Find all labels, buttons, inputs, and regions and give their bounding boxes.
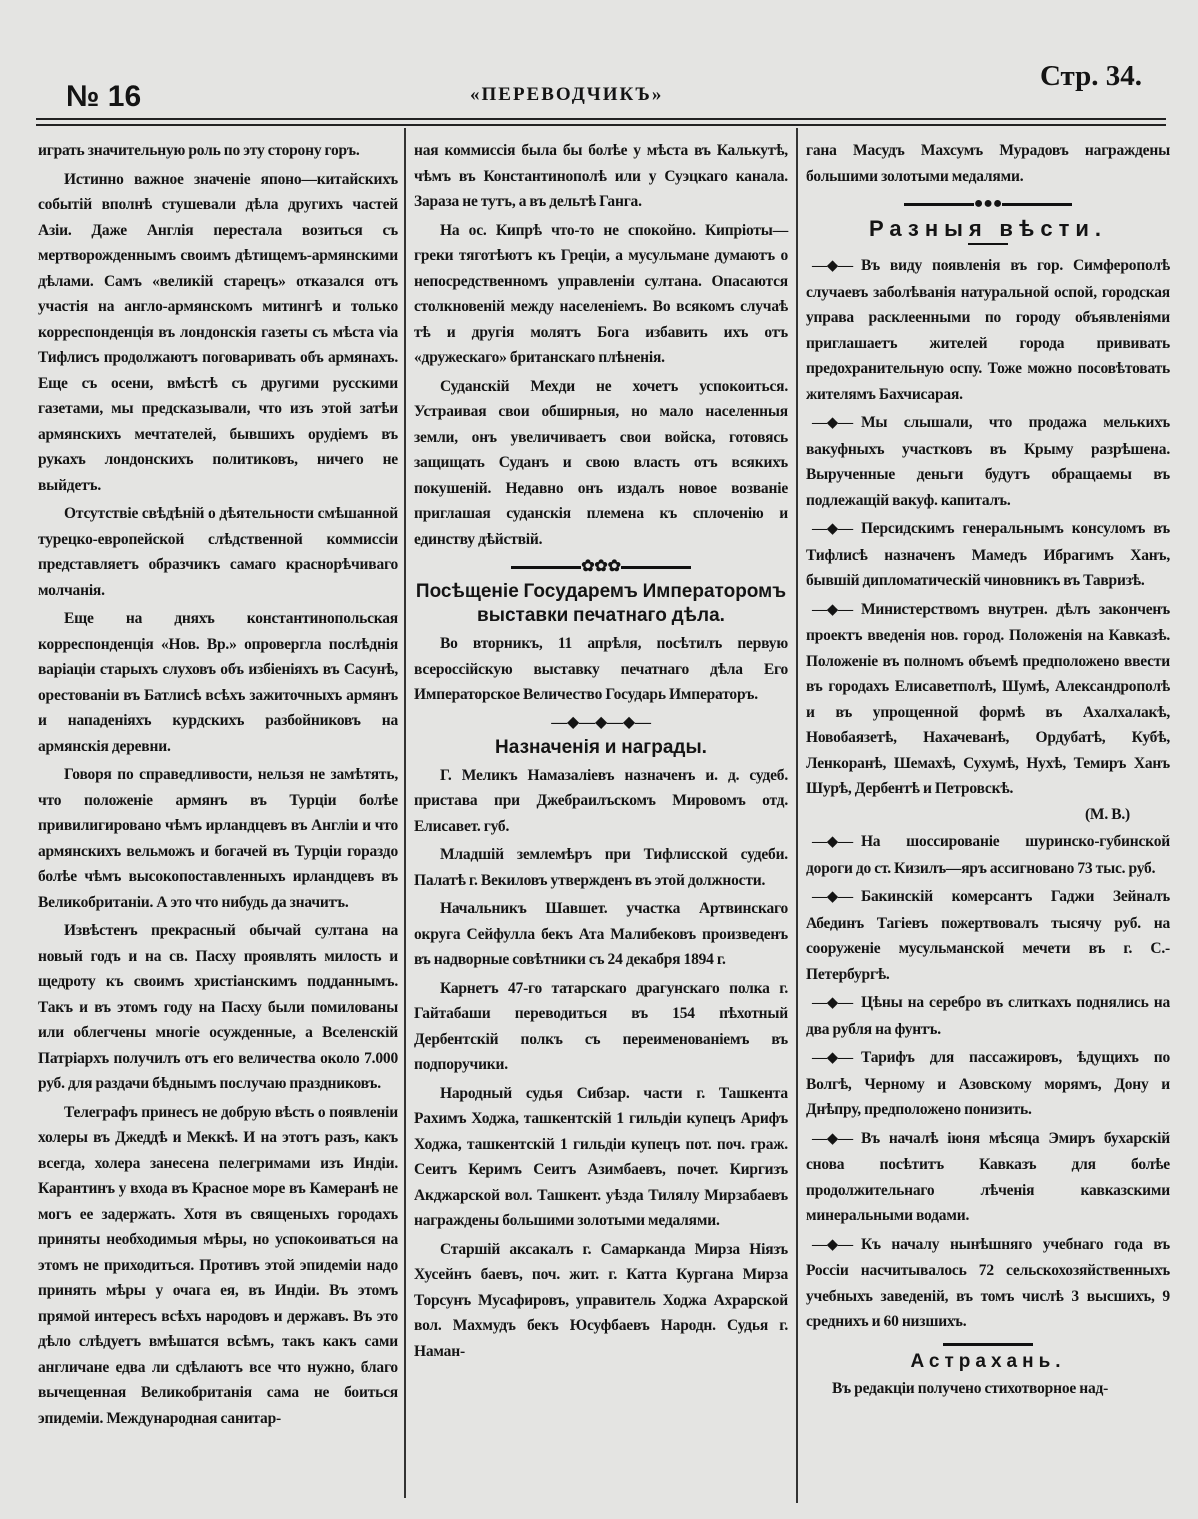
paragraph: Начальникъ Шавшет. участка Артвинскаго округа Сейфулла бекъ Ата Малибековъ произведенъ въ надворные совѣтники съ 24 декабря 1894 г. (414, 900, 788, 968)
news-item (806, 597, 1170, 802)
dots-divider: ●●● (806, 195, 1170, 213)
section-heading-awards: Назначенія и награды. (495, 736, 707, 758)
news-text: Цѣны на серебро въ слиткахъ поднялись на два рубля на фунтъ. (806, 994, 1170, 1038)
paragraph: Во вторникъ, 11 апрѣля, посѣтилъ первую всероссійскую выставку печатнаго дѣла Его Императорское Величество Государь Императоръ. (414, 635, 788, 703)
diamond-divider: —◆—◆—◆— (551, 713, 651, 731)
paragraph: Карнетъ 47-го татарскаго драгунскаго полка г. Гайтабаши переводиться въ 154 пѣхотный Дербентскій полкъ съ переименованіемъ въ подпоручики. (414, 979, 788, 1073)
diamond-bullet-icon: —◆— (812, 1050, 853, 1066)
diamond-bullet-icon: —◆— (812, 521, 853, 537)
paragraph: гана Масудъ Махсумъ Мурадовъ награждены большими золотыми медалями. (806, 142, 1170, 185)
paragraph: ная коммиссія была бы болѣе у мѣста въ Калькутѣ, чѣмъ въ Константинополѣ или у Суэцкаго канала. Зараза не тутъ, а въ дельтѣ Ганга. (414, 142, 788, 210)
section-heading-visit: Посѣщеніе Государемъ Императоромъ выставки печатнаго дѣла. (415, 581, 787, 626)
paragraph: Г. Меликъ Намазаліевъ назначенъ и. д. судеб. пристава при Джебраилъскомъ Мировомъ отд. Елисавет. губ. (414, 766, 788, 835)
paragraph: На ос. Кипрѣ что-то не спокойно. Кипріоты—греки тяготѣютъ къ Греціи, а мусульмане думаютъ о непосредственномъ управленіи султана. Опасаются столкновеній между населеніемъ. Во всякомъ случаѣ тѣ и другія молятъ Бога избавить ихъ отъ «дружескаго» британскаго плѣненія. (414, 221, 788, 366)
page-number: Стр. 34. (1040, 60, 1143, 92)
diamond-bullet-icon: —◆— (812, 1236, 853, 1253)
section-heading-news: Разныя вѣсти. (869, 216, 1107, 241)
diamond-bullet-icon: —◆— (812, 995, 853, 1011)
divider (968, 243, 1008, 245)
paragraph: Телеграфъ принесъ не добрую вѣсть о появленіи холеры въ Джеддѣ и Меккѣ. И на этотъ разъ, какъ всегда, холера занесена пелегримами изъ Индіи. Карантинъ у входа въ Красное море въ Камеранѣ не могъ ее задержать. Хотя въ священыхъ городахъ приняты необходимыя мѣры, но успокоиваться на этомъ не приходиться. Противъ этой эпидеміи надо принять мѣры у очага ея, въ Индіи. Въ этомъ прямой интересъ всѣхъ народовъ и державъ. Въ это дѣло слѣдуетъ вмѣшатся всѣмъ, такъ какъ сами англичане едва ли сдѣлаютъ все что нужно, благо вычещенная Великобританія сама не боиться эпидеміи. Международная санитар- (38, 1103, 398, 1427)
news-text: На шоссированіе шуринско-губинской дороги до ст. Кизилъ—яръ ассигновано 73 тыс. руб. (806, 833, 1170, 877)
column-divider (404, 128, 406, 1498)
divider (943, 1343, 1033, 1346)
column-2 (414, 138, 788, 1367)
column-1 (38, 138, 398, 1434)
news-text: Въ началѣ іюня мѣсяца Эмиръ бухарскій снова посѣтитъ Кавказъ для болѣе продолжительнаго лѣченія кавказскими минеральными водами. (806, 1129, 1170, 1224)
paragraph: Отсутствіе свѣдѣній о дѣятельности смѣшанной турецко-европейской слѣдственной коммиссіи представляетъ образчикъ самаго краснорѣчиваго молчанія. (38, 505, 398, 599)
diamond-bullet-icon: —◆— (812, 889, 853, 905)
news-source: (М. В.) (1084, 805, 1130, 823)
news-text: Мы слышали, что продажа мелькихъ вакуфныхъ участковъ въ Крыму разрѣшена. Вырученные деньги будутъ обращаемы въ подлежащій вакуф. капиталъ. (806, 414, 1170, 509)
news-text: Бакинскій комерсантъ Гаджи Зейналъ Абединъ Тагіевъ пожертвовалъ тысячу руб. на сооруженіе мусульманской мечети въ г. С.-Петербургѣ. (806, 888, 1170, 983)
ornament-divider: ✿✿✿ (414, 558, 788, 576)
news-list (806, 253, 1170, 1335)
paragraph: Истинно важное значеніе японо—китайскихъ событій вполнѣ стушевали дѣла другихъ частей Азіи. Даже Англія перестала возиться съ мертворожденнымъ своимъ дѣтищемъ-армянскими дѣлами. Самъ «великій старецъ» отказался отъ участія на англо-армянскомъ митингѣ и только корреспонденція въ лондонскія газеты съ мѣста via Тифлисъ продолжаютъ поговаривать объ армянахъ. Еще съ осени, вмѣстѣ съ другими русскими газетами, мы предсказывали, что изъ этой затѣи армянскихъ мечтателей, бывшихъ орудіемъ въ рукахъ лондонскихъ политиковъ, ничего не выйдетъ. (38, 170, 398, 494)
paragraph: Извѣстенъ прекрасный обычай султана на новый годъ и на св. Пасху проявлять милость и щедроту къ своимъ христіанскимъ подданнымъ. Такъ и въ этомъ году на Пасху были помилованы или облегчены многіе осужденные, а Вселенскій Патріархъ получилъ отъ его величества около 7.000 руб. для раздачи бѣднымъ послучаю праздниковъ. (38, 922, 398, 1092)
news-item (806, 829, 1170, 881)
paragraph: Младшій землемѣръ при Тифлисской судеби. Палатѣ г. Векиловъ утвержденъ въ этой должности. (414, 846, 788, 889)
news-item (806, 1126, 1170, 1229)
issue-number: № 16 (66, 80, 142, 113)
news-item (806, 1045, 1170, 1123)
news-text: Тарифъ для пассажировъ, ѣдущихъ по Волгѣ, Черному и Азовскому морямъ, Дону и Днѣпру, предположено понизить. (806, 1049, 1170, 1118)
section-heading-astrakhan: Астрахань. (910, 1350, 1066, 1372)
news-text: Въ виду появленія въ гор. Симферополѣ случаевъ заболѣванія натуральной оспой, городская управа расклеенными по городу объявленіями приглашаетъ жителей города прививать предохранительную оспу. Тоже можно посовѣтовать жителямъ Бахчисарая. (806, 257, 1170, 403)
news-item (806, 1232, 1170, 1335)
paragraph: Въ редакціи получено стихотворное над- (832, 1379, 1109, 1397)
header-rule (36, 124, 1166, 126)
header-rule (36, 118, 1166, 120)
paragraph: Суданскій Мехди не хочетъ успокоиться. Устраивая свои обширныя, но мало населенныя земли, онъ увеличиваетъ свои войска, готовясь защищать Суданъ и свою власть отъ всякихъ покушеній. Недавно онъ издалъ новое возваніе приглашая суданскія племена къ сплоченію и единству дѣйствій. (414, 377, 788, 548)
paragraph: Старшій аксакалъ г. Самарканда Мирза Ніязъ Хусейнъ баевъ, поч. жит. г. Катта Кургана Мирза Торсунъ Мусафировъ, управитель Ходжа Ахрарской вол. Махмудъ бекъ Юсуфбаевъ Народн. Судья г. Наман- (414, 1240, 788, 1360)
newspaper-title: «ПЕРЕВОДЧИКЪ» (470, 84, 664, 105)
news-text: Министерствомъ внутрен. дѣлъ законченъ проектъ введенія нов. город. Положенія на Кавказѣ. Положеніе въ полномъ объемѣ предположено ввести въ городахъ Елисаветполѣ, Шумѣ, Александрополѣ и въ упрощенной формѣ въ Ахалхалакѣ, Новобаязетѣ, Нахачеванѣ, Ордубатѣ, Кубѣ, Ленкоранѣ, Шемахѣ, Сухумѣ, Нухѣ, Темиръ Ханъ Шурѣ, Дербентѣ и Петровскѣ. (806, 600, 1170, 797)
news-text: Персидскимъ генеральнымъ консуломъ въ Тифлисѣ назначенъ Мамедъ Ибрагимъ Ханъ, бывшій дипломатическій чиновникъ въ Тавризѣ. (806, 520, 1170, 589)
news-item (806, 884, 1170, 987)
news-text: Къ началу нынѣшняго учебнаго года въ Россіи насчитывалось 72 сельскохозяйственныхъ учебныхъ заведеній, въ томъ числѣ 3 высшихъ, 9 среднихъ и 60 низшихъ. (806, 1235, 1170, 1330)
column-3 (806, 138, 1170, 1404)
paragraph: Говоря по справедливости, нельзя не замѣтять, что положеніе армянъ въ Турціи болѣе привилигировано чѣмъ ирландцевъ въ Англіи и что армянскихъ вельможъ и богачей въ Турціи гораздо болѣе чѣмъ высокопоставленныхъ ирландцевъ въ Великобританіи. А это что нибудь да значитъ. (38, 766, 398, 911)
diamond-bullet-icon: —◆— (812, 415, 853, 431)
news-item (806, 253, 1170, 407)
diamond-bullet-icon: —◆— (812, 834, 853, 850)
diamond-bullet-icon: —◆— (812, 601, 853, 618)
diamond-bullet-icon: —◆— (812, 258, 853, 274)
news-item (806, 410, 1170, 513)
paragraph: играть значительную роль по эту сторону горъ. (38, 142, 360, 159)
news-item (806, 990, 1170, 1042)
column-divider (796, 128, 798, 1503)
paragraph: Еще на дняхъ константинопольская корреспонденція «Нов. Вр.» опровергла послѣднія варіаціи старыхъ слуховъ объ избіеніяхъ въ Сасунѣ, орестованіи въ Батлисѣ всѣхъ зажиточныхъ армянъ и нападеніяхъ курдскихъ разбойниковъ на армянскія деревни. (38, 610, 398, 755)
paragraph: Народный судья Сибзар. части г. Ташкента Рахимъ Ходжа, ташкентскій 1 гильдіи купецъ Арифъ Ходжа, ташкентскій 1 гильдіи купецъ пот. поч. граж. Сеитъ Керимъ Сеитъ Азимбаевъ, почет. Киргизъ Акджарской вол. Ташкент. уѣзда Тилялу Мирзабаевъ награждены большими золотыми медалями. (414, 1084, 788, 1229)
diamond-bullet-icon: —◆— (812, 1130, 853, 1147)
news-item (806, 516, 1170, 594)
